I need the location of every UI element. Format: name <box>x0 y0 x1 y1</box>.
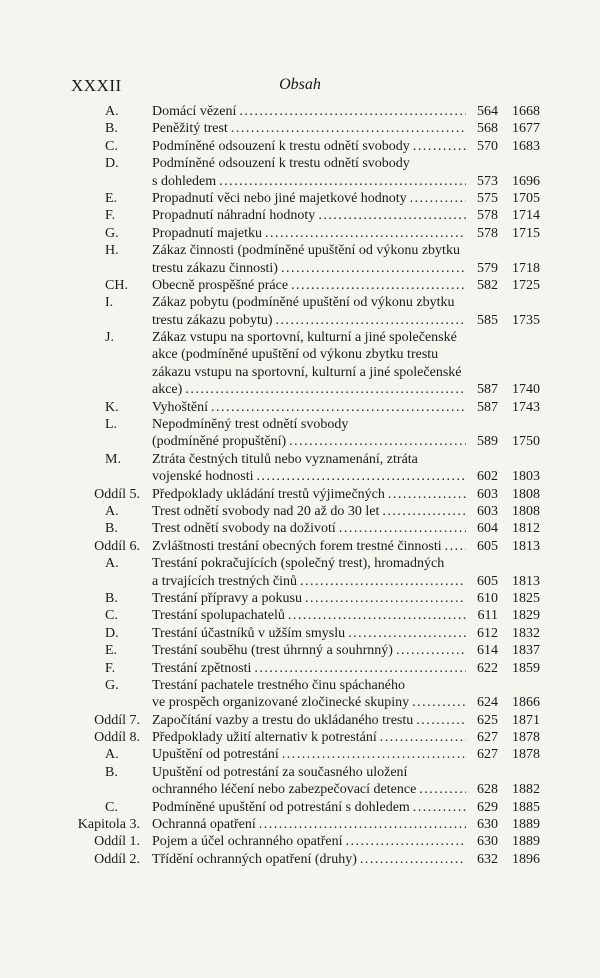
toc-entry-title: Domácí vězení <box>152 104 237 119</box>
toc-entry-label: M. <box>105 451 121 467</box>
toc-entry-title: Trestání účastníků v užším smyslu <box>152 625 346 641</box>
toc-margin-number: 1808 <box>512 503 540 519</box>
dot-leader <box>265 225 466 242</box>
dot-leader <box>239 103 466 120</box>
dot-leader <box>416 712 466 729</box>
dot-leader <box>345 833 466 850</box>
toc-page-number: 575 <box>477 190 498 206</box>
toc-entry <box>0 120 600 137</box>
dot-leader <box>380 729 466 746</box>
dot-leader <box>231 120 466 137</box>
toc-entry-label: G. <box>105 677 119 693</box>
toc-entry-title: Ztráta čestných titulů nebo vyznamenání, ztráta <box>152 451 418 467</box>
toc-entry-title: a trvajících trestných činů <box>152 573 297 589</box>
toc-margin-number: 1696 <box>512 173 540 189</box>
toc-margin-number: 1896 <box>512 851 540 867</box>
toc-entry-title: Propadnutí věci nebo jiné majetkové hodnoty <box>152 190 407 206</box>
dot-leader <box>339 520 466 537</box>
toc-entry-label: Oddíl 5. <box>94 486 140 502</box>
toc-entry-title: ochranného léčení nebo zabezpečovací detence <box>152 782 417 798</box>
toc-page-number: 570 <box>477 138 498 154</box>
dot-leader <box>419 781 466 798</box>
toc-margin-number: 1859 <box>512 660 540 676</box>
dot-leader <box>348 625 466 642</box>
toc-entry <box>0 486 600 503</box>
toc-margin-number: 1837 <box>512 643 540 659</box>
toc-entry-label: E. <box>105 190 118 206</box>
toc-page-number: 630 <box>477 817 498 833</box>
toc-entry <box>0 555 600 590</box>
toc-entry-title: vojenské hodnosti <box>152 469 254 485</box>
toc-entry-label: B. <box>105 121 118 137</box>
dot-leader <box>360 851 466 868</box>
toc-entry-title: Upuštění od potrestání za současného uložení <box>152 764 408 780</box>
toc-entry <box>0 833 600 850</box>
toc-entry-label: A. <box>105 104 119 119</box>
toc-page-number: 630 <box>477 834 498 850</box>
toc-page-number: 564 <box>477 104 498 119</box>
toc-entry-label: B. <box>105 590 118 606</box>
toc-page-number: 627 <box>477 747 498 763</box>
table-of-contents <box>0 103 600 868</box>
dot-leader <box>282 746 466 763</box>
toc-margin-number: 1715 <box>512 225 540 241</box>
toc-margin-number: 1889 <box>512 817 540 833</box>
toc-entry-label: A. <box>105 503 119 519</box>
toc-entry-title: Pojem a účel ochranného opatření <box>152 834 343 850</box>
dot-leader <box>254 660 466 677</box>
toc-entry-title: Trestání zpětnosti <box>152 660 252 676</box>
toc-entry-label: I. <box>105 295 114 311</box>
toc-margin-number: 1832 <box>512 625 540 641</box>
toc-page-number: 573 <box>477 173 498 189</box>
toc-entry <box>0 677 600 712</box>
toc-page-number: 589 <box>477 434 498 450</box>
toc-page-number: 587 <box>477 382 498 398</box>
toc-entry-title: Trest odnětí svobody na doživotí <box>152 521 336 537</box>
toc-entry-label: A. <box>105 747 119 763</box>
toc-entry-title: Vyhoštění <box>152 399 208 415</box>
toc-page-number: 602 <box>477 469 498 485</box>
dot-leader <box>410 190 466 207</box>
toc-entry-label: C. <box>105 138 118 154</box>
toc-entry <box>0 764 600 799</box>
toc-page-number: 625 <box>477 712 498 728</box>
toc-entry-title: Podmíněné odsouzení k trestu odnětí svobody <box>152 156 410 172</box>
toc-entry-title: Peněžitý trest <box>152 121 228 137</box>
toc-entry <box>0 590 600 607</box>
dot-leader <box>185 381 466 398</box>
dot-leader <box>219 173 466 190</box>
toc-entry-title: (podmíněné propuštění) <box>152 434 287 450</box>
toc-entry-title: Nepodmíněný trest odnětí svobody <box>152 417 349 433</box>
dot-leader <box>318 207 466 224</box>
toc-page-number: 603 <box>477 503 498 519</box>
toc-page-number: 605 <box>477 573 498 589</box>
toc-margin-number: 1705 <box>512 190 540 206</box>
toc-page-number: 585 <box>477 312 498 328</box>
toc-entry-label: C. <box>105 608 118 624</box>
dot-leader <box>300 573 466 590</box>
toc-margin-number: 1885 <box>512 799 540 815</box>
toc-page-number: 612 <box>477 625 498 641</box>
dot-leader <box>259 816 466 833</box>
toc-page-number: 614 <box>477 643 498 659</box>
dot-leader <box>257 468 467 485</box>
toc-entry-title: zákazu vstupu na sportovní, kulturní a jiné společenské <box>152 364 462 380</box>
dot-leader <box>276 312 466 329</box>
toc-page-number: 603 <box>477 486 498 502</box>
toc-entry <box>0 138 600 155</box>
dot-leader <box>281 260 466 277</box>
toc-entry <box>0 746 600 763</box>
dot-leader <box>413 138 466 155</box>
toc-entry-title: Zákaz činnosti (podmíněné upuštění od výkonu zbytku <box>152 243 460 259</box>
toc-entry-label: E. <box>105 643 118 659</box>
toc-entry-title: Trestání pachatele trestného činu spáchaného <box>152 677 405 693</box>
toc-page-number: 578 <box>477 225 498 241</box>
toc-entry-title: Trestání pokračujících (společný trest), hromadných <box>152 556 445 572</box>
page-number: XXXII <box>71 76 122 95</box>
toc-entry <box>0 451 600 486</box>
toc-margin-number: 1803 <box>512 469 540 485</box>
toc-margin-number: 1871 <box>512 712 540 728</box>
toc-margin-number: 1812 <box>512 521 540 537</box>
toc-entry-title: Zákaz vstupu na sportovní, kulturní a jiné společenské <box>152 330 457 346</box>
toc-entry-title: Ochranná opatření <box>152 817 256 833</box>
toc-entry <box>0 329 600 399</box>
toc-margin-number: 1725 <box>512 277 540 293</box>
toc-margin-number: 1825 <box>512 590 540 606</box>
dot-leader <box>289 433 466 450</box>
toc-entry <box>0 503 600 520</box>
dot-leader <box>412 694 466 711</box>
toc-entry <box>0 642 600 659</box>
toc-entry-title: s dohledem <box>152 173 217 189</box>
toc-entry-label: A. <box>105 556 119 572</box>
toc-margin-number: 1813 <box>512 573 540 589</box>
dot-leader <box>288 607 466 624</box>
toc-entry-label: H. <box>105 243 119 259</box>
toc-margin-number: 1714 <box>512 208 540 224</box>
toc-entry-label: C. <box>105 799 118 815</box>
toc-page-number: 610 <box>477 590 498 606</box>
toc-page-number: 579 <box>477 260 498 276</box>
toc-entry-title: Předpoklady ukládání trestů výjimečných <box>152 486 385 502</box>
toc-entry <box>0 242 600 277</box>
toc-margin-number: 1878 <box>512 730 540 746</box>
toc-entry <box>0 660 600 677</box>
toc-margin-number: 1882 <box>512 782 540 798</box>
toc-entry-label: B. <box>105 764 118 780</box>
toc-entry <box>0 399 600 416</box>
dot-leader <box>291 277 466 294</box>
toc-entry <box>0 538 600 555</box>
toc-entry-title: trestu zákazu pobytu) <box>152 312 273 328</box>
toc-entry-label: B. <box>105 521 118 537</box>
toc-entry-title: Podmíněné upuštění od potrestání s dohledem <box>152 799 410 815</box>
toc-entry-label: CH. <box>105 277 128 293</box>
toc-entry-title: Propadnutí náhradní hodnoty <box>152 208 316 224</box>
toc-margin-number: 1683 <box>512 138 540 154</box>
toc-entry <box>0 816 600 833</box>
toc-margin-number: 1813 <box>512 538 540 554</box>
toc-entry <box>0 851 600 868</box>
toc-margin-number: 1743 <box>512 399 540 415</box>
toc-entry-title: trestu zákazu činnosti) <box>152 260 278 276</box>
toc-entry-label: F. <box>105 208 116 224</box>
toc-entry-label: Oddíl 1. <box>94 834 140 850</box>
toc-page-number: 628 <box>477 782 498 798</box>
toc-margin-number: 1829 <box>512 608 540 624</box>
toc-entry-title: Propadnutí majetku <box>152 225 263 241</box>
toc-entry <box>0 190 600 207</box>
toc-entry <box>0 155 600 190</box>
dot-leader <box>211 399 466 416</box>
toc-page-number: 587 <box>477 399 498 415</box>
toc-entry-title: Podmíněné odsouzení k trestu odnětí svobody <box>152 138 410 154</box>
toc-entry <box>0 799 600 816</box>
running-title: Obsah <box>279 76 321 93</box>
toc-margin-number: 1808 <box>512 486 540 502</box>
dot-leader <box>388 486 466 503</box>
toc-entry-title: Upuštění od potrestání <box>152 747 279 763</box>
toc-entry-title: Trestání spolupachatelů <box>152 608 285 624</box>
toc-page-number: 624 <box>477 695 498 711</box>
toc-page-number: 632 <box>477 851 498 867</box>
toc-entry-title: Obecně prospěšné práce <box>152 277 289 293</box>
toc-page-number: 627 <box>477 730 498 746</box>
toc-page-number: 578 <box>477 208 498 224</box>
toc-page-number: 605 <box>477 538 498 554</box>
toc-entry-label: D. <box>105 156 119 172</box>
toc-entry <box>0 277 600 294</box>
toc-page-number: 582 <box>477 277 498 293</box>
toc-page-number: 611 <box>477 608 498 624</box>
toc-page-number: 629 <box>477 799 498 815</box>
toc-entry-title: ve prospěch organizované zločinecké skupiny <box>152 695 410 711</box>
page-header <box>0 76 600 100</box>
toc-entry <box>0 416 600 451</box>
toc-entry-title: Zvláštnosti trestání obecných forem trestné činnosti <box>152 538 442 554</box>
toc-entry-label: K. <box>105 399 119 415</box>
toc-entry-label: Oddíl 7. <box>94 712 140 728</box>
toc-entry <box>0 207 600 224</box>
toc-entry-title: Trest odnětí svobody nad 20 až do 30 let <box>152 503 380 519</box>
toc-entry-label: Oddíl 2. <box>94 851 140 867</box>
toc-entry-title: Třídění ochranných opatření (druhy) <box>152 851 357 867</box>
toc-entry <box>0 712 600 729</box>
toc-entry <box>0 607 600 624</box>
toc-entry-label: L. <box>105 417 118 433</box>
toc-entry-label: J. <box>105 330 114 346</box>
toc-page-number: 604 <box>477 521 498 537</box>
toc-entry-title: Započítání vazby a trestu do ukládaného trestu <box>152 712 414 728</box>
toc-entry-title: Předpoklady užití alternativ k potrestání <box>152 730 377 746</box>
toc-entry <box>0 103 600 120</box>
toc-entry-label: F. <box>105 660 116 676</box>
dot-leader <box>445 538 466 555</box>
toc-margin-number: 1740 <box>512 382 540 398</box>
toc-margin-number: 1668 <box>512 104 540 119</box>
toc-margin-number: 1866 <box>512 695 540 711</box>
toc-entry-label: Kapitola 3. <box>77 817 140 833</box>
toc-entry-label: Oddíl 8. <box>94 730 140 746</box>
toc-entry-title: akce (podmíněné upuštění od výkonu zbytku trestu <box>152 347 439 363</box>
toc-entry-label: Oddíl 6. <box>94 538 140 554</box>
toc-entry <box>0 520 600 537</box>
dot-leader <box>413 799 466 816</box>
toc-entry-title: akce) <box>152 382 183 398</box>
toc-margin-number: 1889 <box>512 834 540 850</box>
toc-entry <box>0 625 600 642</box>
toc-entry <box>0 729 600 746</box>
toc-page-number: 622 <box>477 660 498 676</box>
toc-margin-number: 1718 <box>512 260 540 276</box>
toc-entry-title: Trestání přípravy a pokusu <box>152 590 302 606</box>
toc-margin-number: 1735 <box>512 312 540 328</box>
toc-entry-label: D. <box>105 625 119 641</box>
toc-entry <box>0 225 600 242</box>
toc-entry <box>0 294 600 329</box>
toc-margin-number: 1878 <box>512 747 540 763</box>
toc-entry-label: G. <box>105 225 119 241</box>
toc-entry-title: Trestání souběhu (trest úhrnný a souhrnný) <box>152 643 393 659</box>
toc-margin-number: 1677 <box>512 121 540 137</box>
dot-leader <box>396 642 466 659</box>
dot-leader <box>305 590 466 607</box>
toc-margin-number: 1750 <box>512 434 540 450</box>
dot-leader <box>382 503 466 520</box>
toc-entry-title: Zákaz pobytu (podmíněné upuštění od výkonu zbytku <box>152 295 455 311</box>
toc-page-number: 568 <box>477 121 498 137</box>
